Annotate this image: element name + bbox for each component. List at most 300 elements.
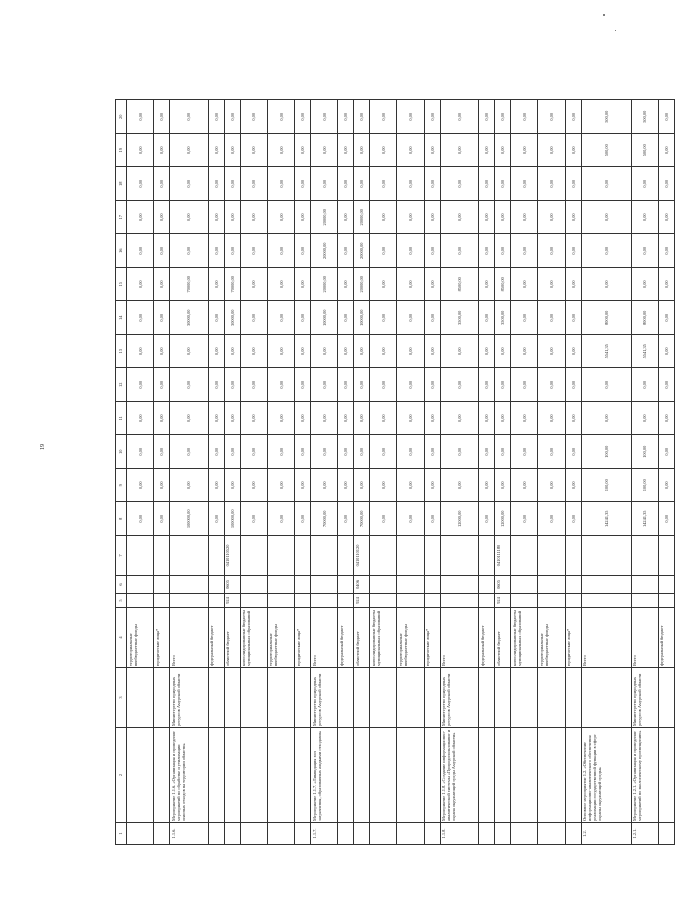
grbs-code-cell <box>424 594 440 608</box>
section-code-cell <box>170 576 209 594</box>
responsible-executor-cell <box>424 668 440 728</box>
amount-cell: 0,00 <box>538 201 565 235</box>
amount-cell: 0,00 <box>658 268 674 302</box>
column-number-cell: 3 <box>116 668 127 728</box>
table-row <box>208 100 224 845</box>
item-number-cell: 1.1.7. <box>311 823 338 845</box>
amount-cell: 0,00 <box>424 134 440 168</box>
amount-cell: 0,00 <box>479 502 495 536</box>
funding-table <box>115 100 675 846</box>
amount-cell: 0,00 <box>127 234 154 268</box>
grbs-code-cell <box>267 594 294 608</box>
amount-cell: 100,00 <box>631 469 658 503</box>
amount-cell: 0,00 <box>479 234 495 268</box>
amount-cell: 0,00 <box>511 301 538 335</box>
amount-cell: 0,00 <box>565 402 581 436</box>
section-code-cell <box>295 576 311 594</box>
amount-cell: 8000,00 <box>631 301 658 335</box>
funding-source-cell: консолидированные бюджеты муниципальных образований <box>370 608 397 668</box>
amount-cell: 0,00 <box>511 100 538 134</box>
item-number-cell <box>370 823 397 845</box>
amount-cell: 0,00 <box>424 368 440 402</box>
column-number-cell: 5 <box>116 594 127 608</box>
amount-cell: 0,00 <box>354 402 370 436</box>
funding-source-cell: юридические лица* <box>154 608 170 668</box>
target-item-code-cell <box>338 536 354 576</box>
target-item-code-cell <box>127 536 154 576</box>
amount-cell: 0,00 <box>311 469 338 503</box>
amount-cell: 0,00 <box>267 402 294 436</box>
section-code-cell <box>479 576 495 594</box>
amount-cell: 0,00 <box>267 100 294 134</box>
section-code-cell <box>658 576 674 594</box>
amount-cell: 0,00 <box>479 335 495 369</box>
amount-cell: 0,00 <box>338 301 354 335</box>
amount-cell: 0,00 <box>440 201 479 235</box>
grbs-code-cell <box>581 594 631 608</box>
activity-name-cell <box>565 728 581 823</box>
amount-cell: 0,00 <box>538 234 565 268</box>
activity-name-cell <box>397 728 424 823</box>
amount-cell: 0,00 <box>338 100 354 134</box>
amount-cell: 0,00 <box>440 335 479 369</box>
amount-cell: 0,00 <box>397 502 424 536</box>
column-number-cell: 17 <box>116 201 127 235</box>
funding-source-cell: консолидированные бюджеты муниципальных образований <box>240 608 267 668</box>
amount-cell: 0,00 <box>565 335 581 369</box>
amount-cell: 3500,00 <box>440 301 479 335</box>
amount-cell: 0,00 <box>267 502 294 536</box>
amount-cell: 100,00 <box>631 435 658 469</box>
item-number-cell <box>154 823 170 845</box>
amount-cell: 0,00 <box>208 435 224 469</box>
activity-name-cell: Мероприятие 1.1.6. «Организация и проведение мероприятий по обработке и утилизации опасных отходов на территории области» <box>170 728 209 823</box>
activity-name-cell: Мероприятие 1.2.1. «Организация и проведение мероприятий по экологическому просвещению» <box>631 728 658 823</box>
item-number-cell <box>424 823 440 845</box>
item-number-cell <box>224 823 240 845</box>
target-item-code-cell <box>311 536 338 576</box>
amount-cell: 0,00 <box>538 435 565 469</box>
amount-cell: 0,00 <box>495 368 511 402</box>
amount-cell: 0,00 <box>338 435 354 469</box>
amount-cell: 0,00 <box>208 301 224 335</box>
responsible-executor-cell <box>397 668 424 728</box>
amount-cell: 0,00 <box>338 268 354 302</box>
amount-cell: 12000,00 <box>440 502 479 536</box>
amount-cell: 0,00 <box>154 234 170 268</box>
responsible-executor-cell <box>267 668 294 728</box>
activity-name-cell <box>338 728 354 823</box>
amount-cell: 0,00 <box>658 301 674 335</box>
section-code-cell <box>511 576 538 594</box>
section-code-cell <box>397 576 424 594</box>
amount-cell: 0,00 <box>170 201 209 235</box>
grbs-code-cell <box>397 594 424 608</box>
grbs-code-cell <box>338 594 354 608</box>
scan-speck <box>603 14 605 16</box>
amount-cell: 5541,35 <box>631 335 658 369</box>
table-body <box>116 100 675 845</box>
target-item-code-cell: 0410110120 <box>354 536 370 576</box>
amount-cell: 0,00 <box>224 234 240 268</box>
amount-cell: 0,00 <box>208 402 224 436</box>
amount-cell: 0,00 <box>424 502 440 536</box>
amount-cell: 0,00 <box>479 402 495 436</box>
amount-cell: 0,00 <box>370 268 397 302</box>
amount-cell: 500,00 <box>581 100 631 134</box>
amount-cell: 10000,00 <box>354 301 370 335</box>
amount-cell: 0,00 <box>440 435 479 469</box>
amount-cell: 0,00 <box>479 268 495 302</box>
amount-cell: 14241,35 <box>581 502 631 536</box>
item-number-cell: 1.2. <box>581 823 631 845</box>
amount-cell: 3500,00 <box>495 301 511 335</box>
amount-cell: 0,00 <box>424 167 440 201</box>
grbs-code-cell <box>565 594 581 608</box>
amount-cell: 0,00 <box>208 100 224 134</box>
target-item-code-cell <box>658 536 674 576</box>
amount-cell: 0,00 <box>240 402 267 436</box>
amount-cell: 0,00 <box>370 368 397 402</box>
amount-cell: 0,00 <box>424 234 440 268</box>
activity-name-cell <box>267 728 294 823</box>
amount-cell: 0,00 <box>295 402 311 436</box>
grbs-code-cell <box>154 594 170 608</box>
amount-cell: 0,00 <box>295 435 311 469</box>
amount-cell: 0,00 <box>208 502 224 536</box>
funding-source-cell: федеральный бюджет <box>479 608 495 668</box>
amount-cell: 0,00 <box>370 201 397 235</box>
target-item-code-cell <box>370 536 397 576</box>
item-number-cell <box>479 823 495 845</box>
amount-cell: 0,00 <box>311 402 338 436</box>
amount-cell: 0,00 <box>170 368 209 402</box>
grbs-code-cell <box>511 594 538 608</box>
amount-cell: 0,00 <box>154 268 170 302</box>
amount-cell: 0,00 <box>658 502 674 536</box>
amount-cell: 0,00 <box>154 167 170 201</box>
grbs-code-cell <box>658 594 674 608</box>
amount-cell: 0,00 <box>538 134 565 168</box>
grbs-code-cell <box>170 594 209 608</box>
item-number-cell: 1.1.6. <box>170 823 209 845</box>
funding-source-cell: территориальные внебюджетные фонды <box>267 608 294 668</box>
amount-cell: 0,00 <box>240 435 267 469</box>
amount-cell: 0,00 <box>370 134 397 168</box>
amount-cell: 0,00 <box>338 167 354 201</box>
responsible-executor-cell <box>479 668 495 728</box>
amount-cell: 0,00 <box>208 201 224 235</box>
amount-cell: 0,00 <box>565 469 581 503</box>
table-row <box>295 100 311 845</box>
amount-cell: 0,00 <box>154 502 170 536</box>
funding-source-cell: Всего <box>631 608 658 668</box>
amount-cell: 0,00 <box>424 435 440 469</box>
amount-cell: 0,00 <box>631 268 658 302</box>
amount-cell: 0,00 <box>495 469 511 503</box>
responsible-executor-cell <box>338 668 354 728</box>
column-number-cell: 8 <box>116 502 127 536</box>
amount-cell: 0,00 <box>495 100 511 134</box>
amount-cell: 0,00 <box>127 201 154 235</box>
activity-name-cell <box>479 728 495 823</box>
amount-cell: 0,00 <box>397 134 424 168</box>
responsible-executor-cell <box>154 668 170 728</box>
table-row <box>538 100 565 845</box>
table-row <box>440 100 479 845</box>
responsible-executor-cell <box>370 668 397 728</box>
amount-cell: 0,00 <box>565 234 581 268</box>
target-item-code-cell <box>170 536 209 576</box>
amount-cell: 0,00 <box>370 402 397 436</box>
activity-name-cell <box>295 728 311 823</box>
amount-cell: 12000,00 <box>495 502 511 536</box>
amount-cell: 30000,00 <box>224 301 240 335</box>
amount-cell: 0,00 <box>370 301 397 335</box>
amount-cell: 0,00 <box>581 368 631 402</box>
responsible-executor-cell <box>127 668 154 728</box>
amount-cell: 0,00 <box>267 435 294 469</box>
activity-name-cell <box>495 728 511 823</box>
table-row <box>658 100 674 845</box>
amount-cell: 70000,00 <box>354 502 370 536</box>
section-code-cell <box>267 576 294 594</box>
amount-cell: 0,00 <box>338 502 354 536</box>
item-number-cell <box>240 823 267 845</box>
funding-source-cell: Всего <box>440 608 479 668</box>
section-code-cell <box>240 576 267 594</box>
amount-cell: 0,00 <box>565 502 581 536</box>
target-item-code-cell: 0410110520 <box>224 536 240 576</box>
funding-source-cell: федеральный бюджет <box>208 608 224 668</box>
amount-cell: 0,00 <box>311 134 338 168</box>
amount-cell: 100,00 <box>581 435 631 469</box>
activity-name-cell <box>240 728 267 823</box>
amount-cell: 8000,00 <box>581 301 631 335</box>
table-row <box>495 100 511 845</box>
amount-cell: 0,00 <box>127 368 154 402</box>
table-row <box>397 100 424 845</box>
amount-cell: 0,00 <box>565 435 581 469</box>
funding-source-cell: юридические лица* <box>565 608 581 668</box>
amount-cell: 0,00 <box>370 469 397 503</box>
amount-cell: 0,00 <box>354 335 370 369</box>
responsible-executor-cell <box>295 668 311 728</box>
item-number-cell <box>495 823 511 845</box>
amount-cell: 8500,00 <box>440 268 479 302</box>
amount-cell: 0,00 <box>424 335 440 369</box>
funding-source-cell: Всего <box>170 608 209 668</box>
funding-source-cell: федеральный бюджет <box>338 608 354 668</box>
amount-cell: 0,00 <box>127 435 154 469</box>
amount-cell: 0,00 <box>240 234 267 268</box>
section-code-cell <box>440 576 479 594</box>
responsible-executor-cell <box>208 668 224 728</box>
table-row <box>424 100 440 845</box>
amount-cell: 0,00 <box>511 402 538 436</box>
amount-cell: 0,00 <box>538 402 565 436</box>
amount-cell: 500,00 <box>581 134 631 168</box>
amount-cell: 0,00 <box>295 201 311 235</box>
amount-cell: 70000,00 <box>170 268 209 302</box>
amount-cell: 20000,00 <box>311 201 338 235</box>
amount-cell: 0,00 <box>170 469 209 503</box>
amount-cell: 0,00 <box>538 167 565 201</box>
amount-cell: 0,00 <box>511 167 538 201</box>
amount-cell: 0,00 <box>224 335 240 369</box>
amount-cell: 0,00 <box>224 201 240 235</box>
amount-cell: 0,00 <box>338 469 354 503</box>
amount-cell: 0,00 <box>267 301 294 335</box>
column-number-cell: 18 <box>116 167 127 201</box>
amount-cell: 0,00 <box>295 301 311 335</box>
amount-cell: 0,00 <box>295 335 311 369</box>
amount-cell: 0,00 <box>658 335 674 369</box>
amount-cell: 0,00 <box>479 167 495 201</box>
amount-cell: 0,00 <box>338 134 354 168</box>
activity-name-cell <box>511 728 538 823</box>
amount-cell: 0,00 <box>511 268 538 302</box>
column-number-cell: 14 <box>116 301 127 335</box>
amount-cell: 0,00 <box>495 335 511 369</box>
target-item-code-cell <box>240 536 267 576</box>
amount-cell: 0,00 <box>631 234 658 268</box>
amount-cell: 0,00 <box>127 268 154 302</box>
grbs-code-cell <box>240 594 267 608</box>
amount-cell: 0,00 <box>538 502 565 536</box>
target-item-code-cell <box>479 536 495 576</box>
amount-cell: 0,00 <box>631 201 658 235</box>
amount-cell: 0,00 <box>479 100 495 134</box>
amount-cell: 0,00 <box>397 100 424 134</box>
item-number-cell <box>538 823 565 845</box>
activity-name-cell <box>154 728 170 823</box>
table-row <box>354 100 370 845</box>
amount-cell: 0,00 <box>397 234 424 268</box>
activity-name-cell: Мероприятие 1.1.8. «Создание информационно-аналитической системы «Природопользование и охрана окружающей среды Амурской области» <box>440 728 479 823</box>
funding-source-cell: областной бюджет <box>224 608 240 668</box>
column-number-cell: 1 <box>116 823 127 845</box>
amount-cell: 20000,00 <box>354 201 370 235</box>
funding-source-cell: областной бюджет <box>495 608 511 668</box>
amount-cell: 0,00 <box>240 301 267 335</box>
amount-cell: 0,00 <box>440 402 479 436</box>
amount-cell: 0,00 <box>495 167 511 201</box>
amount-cell: 0,00 <box>658 100 674 134</box>
section-code-cell <box>631 576 658 594</box>
table-row <box>479 100 495 845</box>
amount-cell: 0,00 <box>397 368 424 402</box>
section-code-cell: 0406 <box>354 576 370 594</box>
activity-name-cell <box>538 728 565 823</box>
amount-cell: 20000,00 <box>311 234 338 268</box>
amount-cell: 0,00 <box>240 100 267 134</box>
section-code-cell <box>208 576 224 594</box>
table-row <box>631 100 658 845</box>
activity-name-cell: Мероприятие 1.1.7. «Ликвидация зон загрязнения, образованных жидкими отходами» <box>311 728 338 823</box>
activity-name-cell: Основное мероприятие 1.2. «Обеспечение информационно-аналитического обеспечения реализации государственной функции в сфере охраны окружающей среды» <box>581 728 631 823</box>
amount-cell: 0,00 <box>658 167 674 201</box>
page-number: 19 <box>40 444 46 450</box>
amount-cell: 0,00 <box>295 134 311 168</box>
section-code-cell <box>538 576 565 594</box>
amount-cell: 0,00 <box>511 502 538 536</box>
amount-cell: 0,00 <box>154 100 170 134</box>
amount-cell: 0,00 <box>354 368 370 402</box>
amount-cell: 0,00 <box>295 234 311 268</box>
amount-cell: 0,00 <box>170 100 209 134</box>
section-code-cell <box>370 576 397 594</box>
amount-cell: 0,00 <box>479 201 495 235</box>
amount-cell: 0,00 <box>440 469 479 503</box>
amount-cell: 0,00 <box>338 402 354 436</box>
funding-source-cell: консолидированные бюджеты муниципальных образований <box>511 608 538 668</box>
amount-cell: 0,00 <box>511 201 538 235</box>
amount-cell: 0,00 <box>170 435 209 469</box>
amount-cell: 0,00 <box>424 268 440 302</box>
amount-cell: 0,00 <box>397 201 424 235</box>
amount-cell: 0,00 <box>479 301 495 335</box>
amount-cell: 0,00 <box>397 167 424 201</box>
amount-cell: 0,00 <box>511 368 538 402</box>
amount-cell: 0,00 <box>311 167 338 201</box>
amount-cell: 0,00 <box>565 368 581 402</box>
amount-cell: 0,00 <box>354 167 370 201</box>
funding-source-cell: территориальные внебюджетные фонды <box>538 608 565 668</box>
activity-name-cell <box>370 728 397 823</box>
amount-cell: 0,00 <box>224 100 240 134</box>
column-number-cell: 20 <box>116 100 127 134</box>
amount-cell: 0,00 <box>224 167 240 201</box>
column-number-row <box>116 100 127 845</box>
amount-cell: 0,00 <box>208 268 224 302</box>
activity-name-cell <box>354 728 370 823</box>
rotated-page <box>115 100 675 845</box>
amount-cell: 0,00 <box>424 201 440 235</box>
amount-cell: 0,00 <box>170 402 209 436</box>
amount-cell: 0,00 <box>208 335 224 369</box>
amount-cell: 0,00 <box>538 335 565 369</box>
amount-cell: 0,00 <box>267 469 294 503</box>
column-number-cell: 7 <box>116 536 127 576</box>
funding-source-cell: территориальные внебюджетные фонды <box>127 608 154 668</box>
responsible-executor-cell <box>538 668 565 728</box>
funding-source-cell: областной бюджет <box>354 608 370 668</box>
amount-cell: 0,00 <box>538 368 565 402</box>
amount-cell: 30000,00 <box>170 301 209 335</box>
section-code-cell: 0605 <box>495 576 511 594</box>
responsible-executor-cell <box>240 668 267 728</box>
amount-cell: 14241,35 <box>631 502 658 536</box>
amount-cell: 20000,00 <box>354 234 370 268</box>
grbs-code-cell <box>311 594 338 608</box>
amount-cell: 0,00 <box>511 234 538 268</box>
table-row <box>565 100 581 845</box>
amount-cell: 0,00 <box>224 368 240 402</box>
amount-cell: 0,00 <box>295 502 311 536</box>
amount-cell: 0,00 <box>338 368 354 402</box>
amount-cell: 0,00 <box>240 167 267 201</box>
amount-cell: 0,00 <box>154 335 170 369</box>
amount-cell: 0,00 <box>565 301 581 335</box>
amount-cell: 0,00 <box>208 368 224 402</box>
grbs-code-cell: 924 <box>224 594 240 608</box>
amount-cell: 0,00 <box>240 502 267 536</box>
target-item-code-cell <box>538 536 565 576</box>
amount-cell: 100,00 <box>581 469 631 503</box>
target-item-code-cell <box>267 536 294 576</box>
amount-cell: 0,00 <box>154 368 170 402</box>
